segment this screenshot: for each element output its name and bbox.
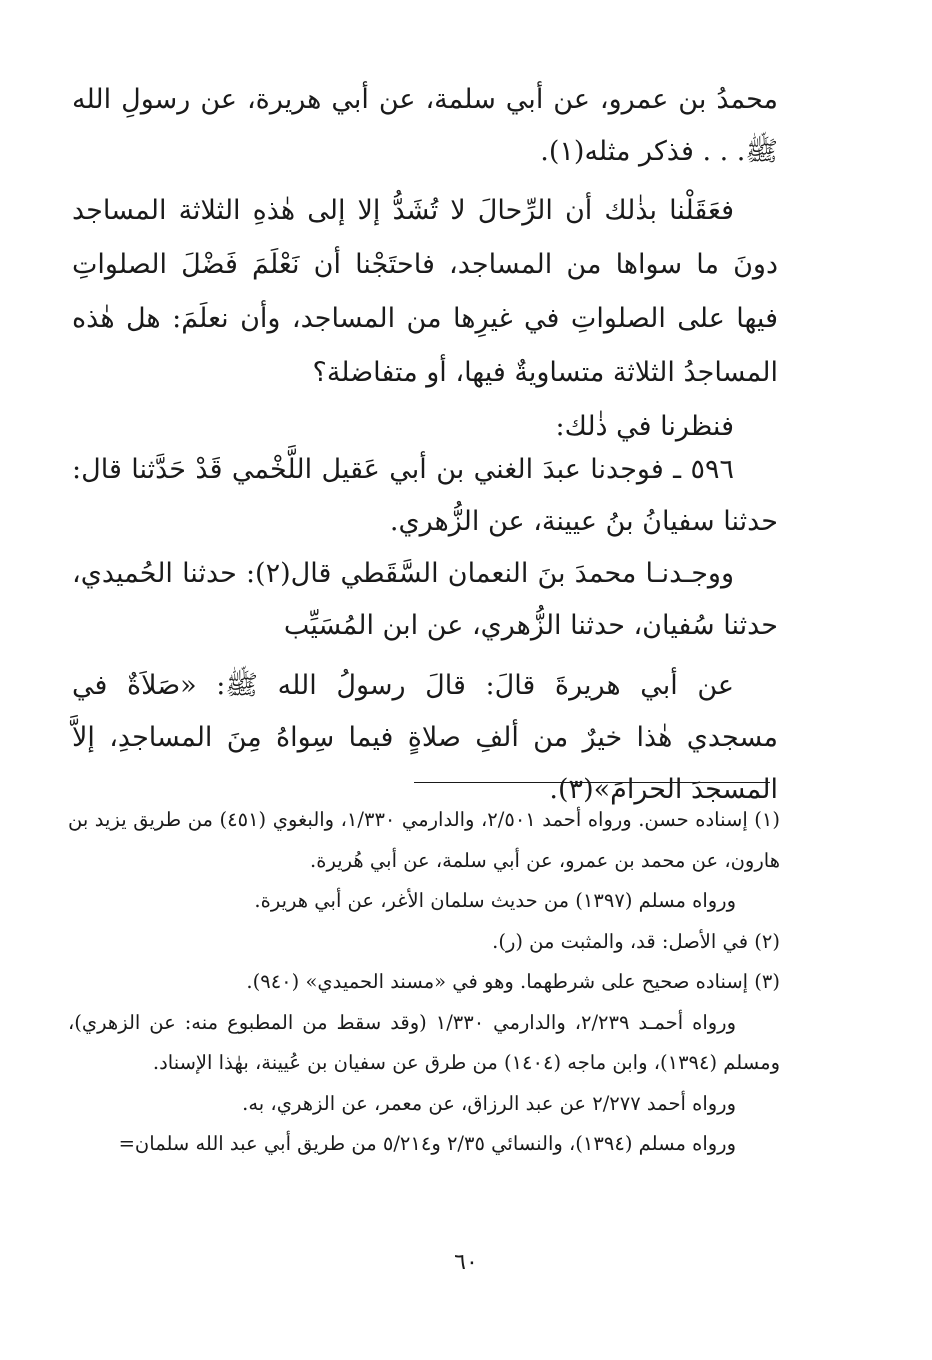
paragraph-isnad-continuation: محمدُ بن عمرو، عن أبي سلمة، عن أبي هريرة، عن رسولِ الله ﷺ. . . فذكر مثله(١). xyxy=(72,84,778,167)
main-text-second-chain xyxy=(72,548,778,652)
footnote-1-continuation: ورواه مسلم (١٣٩٧) من حديث سلمان الأغر، عن أبي هريرة. xyxy=(254,889,736,912)
main-text-continuation xyxy=(72,74,778,178)
main-text-matn xyxy=(72,660,778,816)
paragraph-hadith-596: ٥٩٦ ـ فوجدنا عبدَ الغني بن أبي عَقيل اللَّخْمي قَدْ حَدَّثنا قال: حدثنا سفيانُ بنُ عيينة، عن الزُّهري. xyxy=(72,454,778,537)
page-number: ٦٠ xyxy=(454,1250,478,1275)
footnote-3-continuation-1: ورواه أحمـد ٢/٢٣٩، والدارمي ١/٣٣٠ (وقد سقط من المطبوع منه: عن الزهري)، ومسلم (١٣٩٤)، وابن ماجه (١٤٠٤) من طرق عن سفيان بن عُيينة، بهٰذا الإسناد. xyxy=(68,1010,780,1074)
footnote-1: (١) إسناده حسن. ورواه أحمد ٢/٥٠١، والدارمي ١/٣٣٠، والبغوي (٤٥١) من طريق يزيد بن هارون، عن محمد بن عمرو، عن أبي سلمة، عن أبي هُريرة. xyxy=(68,808,780,872)
main-text-discussion xyxy=(72,184,778,454)
paragraph-discussion: فعَقَلْنا بذٰلك أن الرِّحالَ لا تُشَدُّ إلا إلى هٰذهِ الثلاثة المساجد دونَ ما سواها من المساجد، فاحتَجْنا أن نَعْلَمَ فَضْلَ الصلواتِ فيها على الصلواتِ في غيرِها من المساجد، وأن نعلَمَ: هل هٰذه المساجدُ الثلاثة متساويةٌ فيها، أو متفاضلة؟ xyxy=(72,195,778,388)
footnote-3-continuation-3: ورواه مسلم (١٣٩٤)، والنسائي ٢/٣٥ و٥/٢١٤ من طريق أبي عبد الله سلمان= xyxy=(118,1132,736,1155)
footnotes xyxy=(68,800,780,1165)
paragraph-second-chain: ووجـدنـا محمدَ بنَ النعمان السَّقَطي قال(٢): حدثنا الحُميدي، حدثنا سُفيان، حدثنا الزُّهري، عن ابن المُسَيِّب xyxy=(72,558,778,641)
footnote-divider xyxy=(414,782,770,783)
paragraph-hadith-text: عن أبي هريرةَ قالَ: قالَ رسولُ الله ﷺ: «صَلاَةٌ في مسجدي هٰذا خيرٌ من ألفِ صلاةٍ فيما سِواهُ مِنَ المساجدِ، إلاَّ المسجدَ الحرامَ»(٣). xyxy=(72,670,778,805)
footnote-2: (٢) في الأصل: قد، والمثبت من (ر). xyxy=(492,929,780,953)
main-text-hadith-596 xyxy=(72,444,778,548)
paragraph-transition: فنظرنا في ذٰلك: xyxy=(555,411,734,442)
footnote-3: (٣) إسناده صحيح على شرطهما. وهو في «مسند الحميدي» (٩٤٠). xyxy=(246,970,780,993)
footnote-3-continuation-2: ورواه أحمد ٢/٢٧٧ عن عبد الرزاق، عن معمر، عن الزهري، به. xyxy=(242,1091,736,1115)
